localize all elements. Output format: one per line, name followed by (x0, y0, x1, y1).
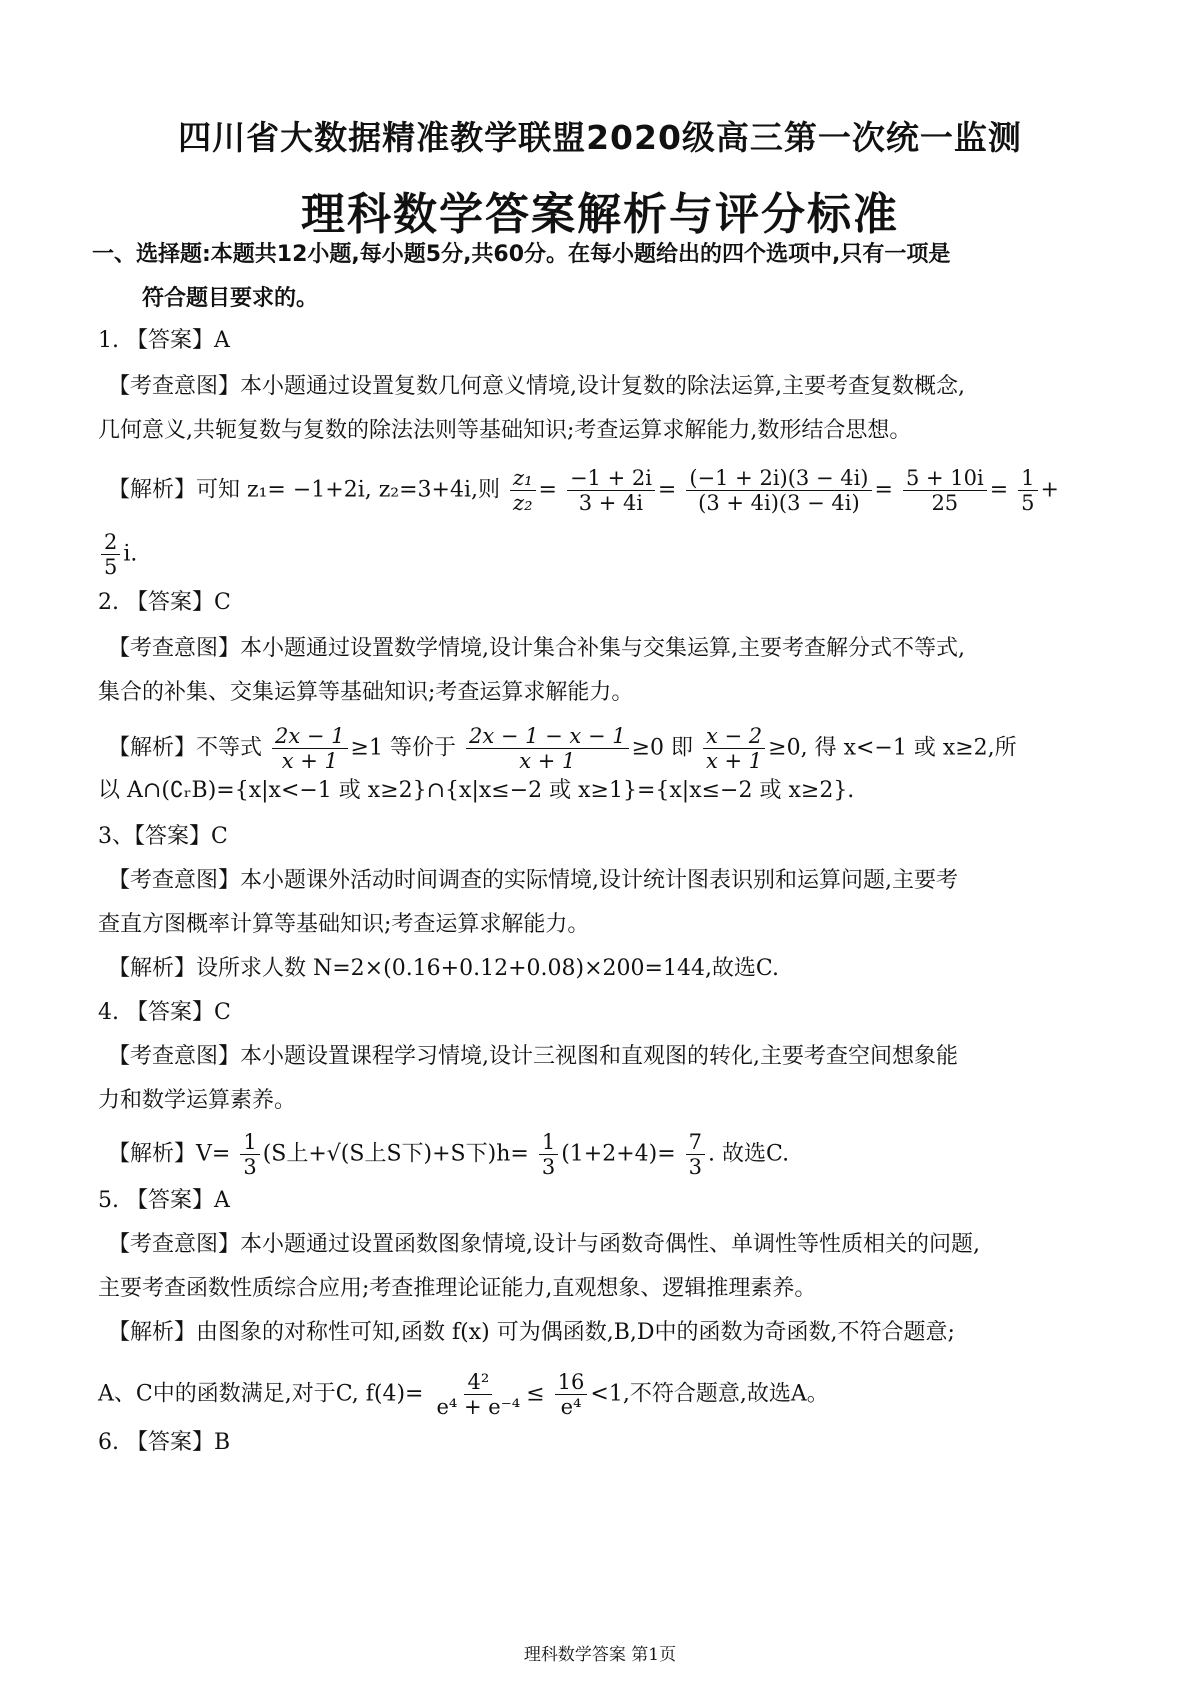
q1-fraction-c: $\frac{5 + 10i}{25}$ (903, 466, 987, 515)
page-title: 四川省大数据精准教学联盟2020级高三第一次统一监测 (178, 118, 1022, 157)
q5-answer: 5. 【答案】A (98, 1188, 230, 1213)
q4-fraction-c: $\frac{7}{3}$ (686, 1130, 705, 1179)
q2-solution-line2: 以 A∩(∁ᵣB)={x|x<−1 或 x≥2}∩{x|x≤−2 或 x≥1}={x|x≤−2 或 x≥2}. (98, 778, 855, 803)
q1-solution: 【解析】可知 z₁= −1+2i, z₂=3+4i,则 $\frac{\text{z₁}}{\text{z₂}}$ = $\frac{-1 + 2i}{3 + 4i}$ = $\frac{(-1 + 2i)(3 - 4i)}{(3 + 4i)(3 - 4i)}$ = $\frac{5 + 10i}{25}$ = $\frac{1}{5}$ + (108, 466, 1059, 515)
q2-fraction-a: $\frac{2x - 1}{x + 1}$ (272, 724, 348, 773)
q1-intent-line1: 【考查意图】本小题通过设置复数几何意义情境,设计复数的除法运算,主要考查复数概念, (108, 374, 965, 399)
q1-fraction-d: $\frac{1}{5}$ (1018, 466, 1037, 515)
q5-solution-line1: 【解析】由图象的对称性可知,函数 f(x) 可为偶函数,B,D中的函数为奇函数,不符合题意; (108, 1320, 955, 1345)
q4-fraction-a: $\frac{1}{3}$ (240, 1130, 259, 1179)
q4-solution: 【解析】V= $\frac{1}{3}$ (S上+√(S上S下)+S下)h= $\frac{1}{3}$ (1+2+4)= $\frac{7}{3}$ . 故选C. (108, 1130, 790, 1179)
q5-fraction-b: $\frac{16}{\text{e⁴}}$ (555, 1370, 588, 1419)
q3-answer: 3、【答案】C (98, 824, 228, 849)
q5-intent-line1: 【考查意图】本小题通过设置函数图象情境,设计与函数奇偶性、单调性等性质相关的问题, (108, 1232, 980, 1257)
q3-intent-line1: 【考查意图】本小题课外活动时间调查的实际情境,设计统计图表识别和运算问题,主要考 (108, 868, 958, 893)
q1-fraction-e: $\frac{2}{5}$ (101, 530, 120, 579)
section-heading-line1: 一、选择题:本题共12小题,每小题5分,共60分。在每小题给出的四个选项中,只有一项是 (92, 242, 951, 267)
page-footer: 理科数学答案 第1页 (523, 1645, 677, 1665)
q1-solution-prefix: 【解析】可知 z₁= −1+2i, z₂=3+4i,则 (108, 477, 501, 503)
q2-intent-line1: 【考查意图】本小题通过设置数学情境,设计集合补集与交集运算,主要考查解分式不等式, (108, 636, 965, 661)
q1-intent-line2: 几何意义,共轭复数与复数的除法法则等基础知识;考查运算求解能力,数形结合思想。 (98, 418, 912, 443)
q1-fraction-a: $\frac{-1 + 2i}{3 + 4i}$ (567, 466, 655, 515)
q5-fraction-a: $\frac{\text{4²}}{\text{e⁴ + e⁻⁴}}$ (436, 1370, 521, 1419)
q2-fraction-c: $\frac{x - 2}{x + 1}$ (703, 724, 765, 773)
q5-intent-line2: 主要考查函数性质综合应用;考查推理论证能力,直观想象、逻辑推理素养。 (98, 1276, 817, 1301)
q3-intent-line2: 查直方图概率计算等基础知识;考查运算求解能力。 (98, 912, 590, 937)
q1-solution-continued: $\frac{2}{5}$ i. (98, 530, 1138, 579)
q4-intent-line1: 【考查意图】本小题设置课程学习情境,设计三视图和直观图的转化,主要考查空间想象能 (108, 1044, 958, 1069)
q2-intent-line2: 集合的补集、交集运算等基础知识;考查运算求解能力。 (98, 680, 634, 705)
q2-fraction-b: $\frac{2x - 1 - x - 1}{x + 1}$ (466, 724, 629, 773)
q3-solution: 【解析】设所求人数 N=2×(0.16+0.12+0.08)×200=144,故选C. (108, 956, 779, 981)
q5-solution-line2: A、C中的函数满足,对于C, f(4)= $\frac{\text{4²}}{\text{e⁴ + e⁻⁴}}$ ≤ $\frac{16}{\text{e⁴}}$ <1,不符合题意,故选A。 (98, 1370, 829, 1419)
section-heading-line2: 符合题目要求的。 (142, 286, 319, 311)
q2-answer: 2. 【答案】C (98, 590, 231, 615)
q4-fraction-b: $\frac{1}{3}$ (539, 1130, 558, 1179)
q6-answer: 6. 【答案】B (98, 1430, 231, 1455)
q4-answer: 4. 【答案】C (98, 1000, 231, 1025)
page-subtitle: 理科数学答案解析与评分标准 (301, 189, 899, 240)
q2-solution: 【解析】不等式 $\frac{2x - 1}{x + 1}$ ≥1 等价于 $\frac{2x - 1 - x - 1}{x + 1}$ ≥0 即 $\frac{x - 2}{x + 1}$ ≥0, 得 x<−1 或 x≥2,所 (108, 724, 1017, 773)
q1-answer: 1. 【答案】A (98, 328, 230, 353)
q1-fraction-b: $\frac{(-1 + 2i)(3 - 4i)}{(3 + 4i)(3 - 4i)}$ (686, 466, 871, 515)
q1-fraction-z: $\frac{\text{z₁}}{\text{z₂}}$ (510, 466, 535, 515)
q4-intent-line2: 力和数学运算素养。 (98, 1088, 297, 1113)
